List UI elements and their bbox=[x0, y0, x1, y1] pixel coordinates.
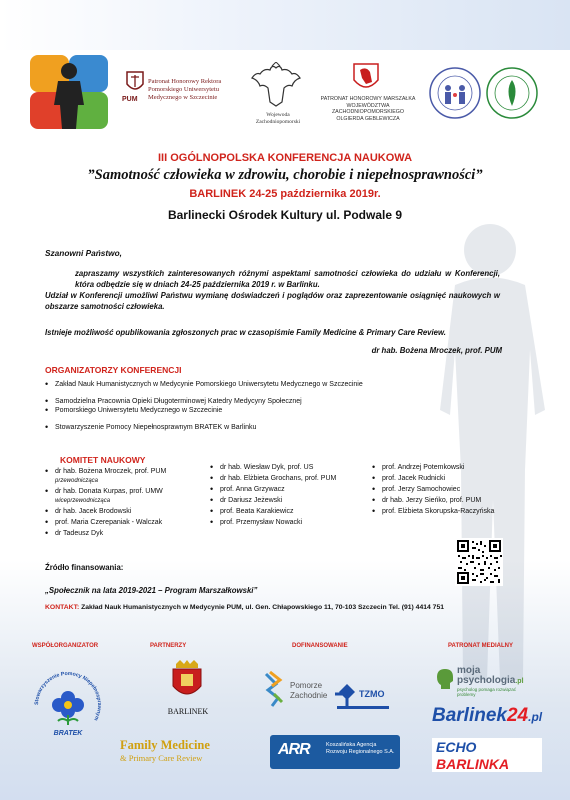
committee-member: • prof. Jerzy Samochowiec bbox=[372, 485, 552, 495]
member-name: prof. Maria Czerepaniak - Walczak bbox=[55, 519, 163, 526]
committee-member: • prof. Elżbieta Skorupska-Raczyńska bbox=[372, 507, 552, 517]
mojapsychologia-tagline: psycholog pomaga rozwiązać problemy bbox=[457, 687, 517, 697]
wojewoda-text: Wojewoda Zachodniopomorski bbox=[255, 112, 301, 125]
mojapsychologia-logo bbox=[435, 665, 535, 695]
partners-label: PARTNERZY bbox=[150, 643, 187, 649]
committee-title: KOMITET NAUKOWY bbox=[60, 455, 146, 465]
rector-text: Patronat Honorowy Rektora Pomorskiego Uniwersytetu Medycznego w Szczecinie bbox=[148, 78, 222, 102]
contact-text: Zakład Nauk Humanistycznych w Medycynie PUM, ul. Gen. Chłapowskiego 11, 70-103 Szczecin Tel. (91) 4414 751 bbox=[81, 604, 445, 611]
pum-label: PUM bbox=[122, 96, 138, 103]
psychologia-text bbox=[457, 675, 524, 686]
conference-logo bbox=[30, 55, 108, 129]
organizers-title: ORGANIZATORZY KONFERENCJI bbox=[45, 365, 182, 375]
member-name: dr hab. Donata Kurpas, prof. UMW bbox=[55, 488, 163, 495]
echo-barlinka-logo bbox=[432, 738, 542, 772]
qr-code[interactable] bbox=[455, 538, 503, 586]
conference-title: ”Samotność człowieka w zdrowiu, chorobie i niepełnosprawności” bbox=[87, 167, 483, 183]
head-icon bbox=[435, 667, 455, 691]
fm-title: Family Medicine bbox=[120, 738, 210, 752]
pomorze-line2: Zachodnie bbox=[290, 691, 328, 700]
barlinek24-logo bbox=[432, 705, 542, 733]
griffin-crest-icon bbox=[352, 62, 380, 94]
participation-text: Udział w Konferencji umożliwi Państwu wymianę doświadczeń i poglądów oraz zaprezentowanie osiągnięć naukowych w obszarze samotności człowieka. bbox=[45, 291, 500, 311]
committee-member: • prof. Anna Grzywacz bbox=[210, 485, 380, 495]
committee-member: • prof. Beata Karakiewicz bbox=[210, 507, 380, 517]
geriatric-society-logo bbox=[485, 66, 539, 120]
conference-venue: Barlinecki Ośrodek Kultury ul. Podwale 9 bbox=[167, 208, 403, 222]
pomorze-line1: Pomorze bbox=[290, 681, 323, 690]
organizer-item-line1: Samodzielna Pracownia Opieki Długoterminowej Katedry Medycyny Społecznej bbox=[55, 397, 302, 405]
committee-member bbox=[45, 529, 215, 539]
logos-header bbox=[0, 50, 570, 140]
b24-number: 24 bbox=[506, 705, 529, 726]
committee-member bbox=[45, 487, 215, 506]
arr-acronym: ARR bbox=[278, 741, 310, 758]
member-name: dr hab. Bożena Mroczek, prof. PUM bbox=[55, 468, 167, 475]
member-name: dr hab. Jacek Brodowski bbox=[55, 508, 132, 515]
member-role: wiceprzewodnicząca bbox=[55, 497, 111, 504]
rector-patronage bbox=[122, 70, 242, 130]
organizer-item-line2: Pomorskiego Uniwersytetu Medycznego w Szczecinie bbox=[55, 407, 223, 414]
family-medicine-society-logo bbox=[428, 66, 482, 120]
b24-domain: .pl bbox=[528, 710, 543, 724]
committee-member bbox=[45, 507, 215, 517]
barlinek-name: BARLINEK bbox=[167, 707, 209, 716]
organizer-item: • Zakład Nauk Humanistycznych w Medycynie Pomorskiego Uniwersytetu Medycznego w Szczecinie bbox=[45, 380, 445, 390]
publication-note: Istnieje możliwość opublikowania zgłoszonych prac w czasopiśmie Family Medicine & Primary Care Review. bbox=[45, 328, 446, 337]
polish-eagle-icon bbox=[250, 62, 302, 110]
signature: dr hab. Bożena Mroczek, prof. PUM bbox=[371, 346, 502, 355]
organizer-item bbox=[45, 397, 445, 407]
family-medicine-logo bbox=[120, 738, 280, 763]
pomorze-zachodnie-logo bbox=[262, 668, 342, 708]
committee-column-2 bbox=[210, 463, 380, 529]
bratek-ring-text: Stowarzyszenie Pomocy Niepełnosprawnym bbox=[33, 670, 103, 722]
committee-member: • prof. Przemysław Nowacki bbox=[210, 518, 380, 528]
barlinka-word: BARLINKA bbox=[436, 756, 510, 772]
echo-word: ECHO bbox=[436, 739, 477, 755]
member-role: przewodnicząca bbox=[55, 477, 99, 484]
contact-label: KONTAKT: bbox=[45, 604, 80, 611]
committee-member bbox=[45, 518, 215, 528]
invitation-paragraph bbox=[45, 268, 500, 312]
co-organizer-label: WSPÓŁORGANIZATOR bbox=[32, 643, 99, 649]
organizers-list bbox=[45, 380, 445, 439]
pum-crest-icon bbox=[124, 70, 146, 96]
psychologia-word: psychologia bbox=[457, 675, 516, 686]
committee-member: • dr hab. Jerzy Sieńko, prof. PUM bbox=[372, 496, 552, 506]
committee-member: • prof. Jacek Rudnicki bbox=[372, 474, 552, 484]
committee-member bbox=[45, 467, 215, 486]
funding-title: Źródło finansowania: bbox=[45, 563, 124, 572]
barlinek-crest-icon bbox=[170, 660, 204, 702]
committee-member: • prof. Andrzej Potemkowski bbox=[372, 463, 552, 473]
arr-logo bbox=[270, 735, 400, 769]
fm-subtitle: & Primary Care Review bbox=[120, 753, 203, 763]
psychologia-domain: .pl bbox=[515, 678, 524, 685]
bratek-name: BRATEK bbox=[53, 730, 83, 737]
committee-column-3 bbox=[372, 463, 552, 518]
bratek-logo bbox=[28, 665, 108, 745]
committee-member: • dr hab. Wiesław Dyk, prof. US bbox=[210, 463, 380, 473]
tzmo-text: TZMO bbox=[359, 689, 385, 699]
media-patronage-label: PATRONAT MEDIALNY bbox=[448, 643, 513, 649]
contact-line bbox=[45, 604, 545, 611]
funding-value: „Społecznik na lata 2019-2021 – Program Marszałkowski” bbox=[45, 586, 258, 595]
b24-name: Barlinek bbox=[432, 705, 507, 726]
top-band bbox=[0, 0, 570, 50]
conference-date: BARLINEK 24-25 października 2019r. bbox=[189, 188, 381, 200]
committee-member: • dr hab. Elżbieta Grochans, prof. PUM bbox=[210, 474, 380, 484]
member-name: dr Tadeusz Dyk bbox=[55, 530, 104, 537]
invitation-text: zapraszamy wszystkich zainteresowanych różnymi aspektami samotności człowieka do udziału w Konferencji, która odbędzie się w dniach 24-25 października 2019 r. w Barlinku. bbox=[75, 269, 500, 289]
funding-label: DOFINANSOWANIE bbox=[292, 643, 348, 649]
conference-label: III OGÓLNOPOLSKA KONFERENCJA NAUKOWA bbox=[157, 152, 413, 164]
tzmo-logo bbox=[333, 680, 393, 714]
organizer-item-continued bbox=[45, 406, 445, 416]
arr-name: Koszalińska Agencja Rozwoju Regionalnego S.A. bbox=[326, 742, 395, 755]
committee-member: • dr Dariusz Jeżewski bbox=[210, 496, 380, 506]
moja-text: moja bbox=[457, 665, 481, 676]
greeting: Szanowni Państwo, bbox=[45, 248, 122, 258]
organizer-item: • Stowarzyszenie Pomocy Niepełnosprawnym BRATEK w Barlinku bbox=[45, 423, 445, 433]
marszalek-text: PATRONAT HONOROWY MARSZAŁKA WOJEWÓDZTWA ZACHODNIOPOMORSKIEGO OLGIERDA GEBLEWICZA bbox=[320, 96, 416, 122]
committee-column-1 bbox=[45, 467, 215, 540]
